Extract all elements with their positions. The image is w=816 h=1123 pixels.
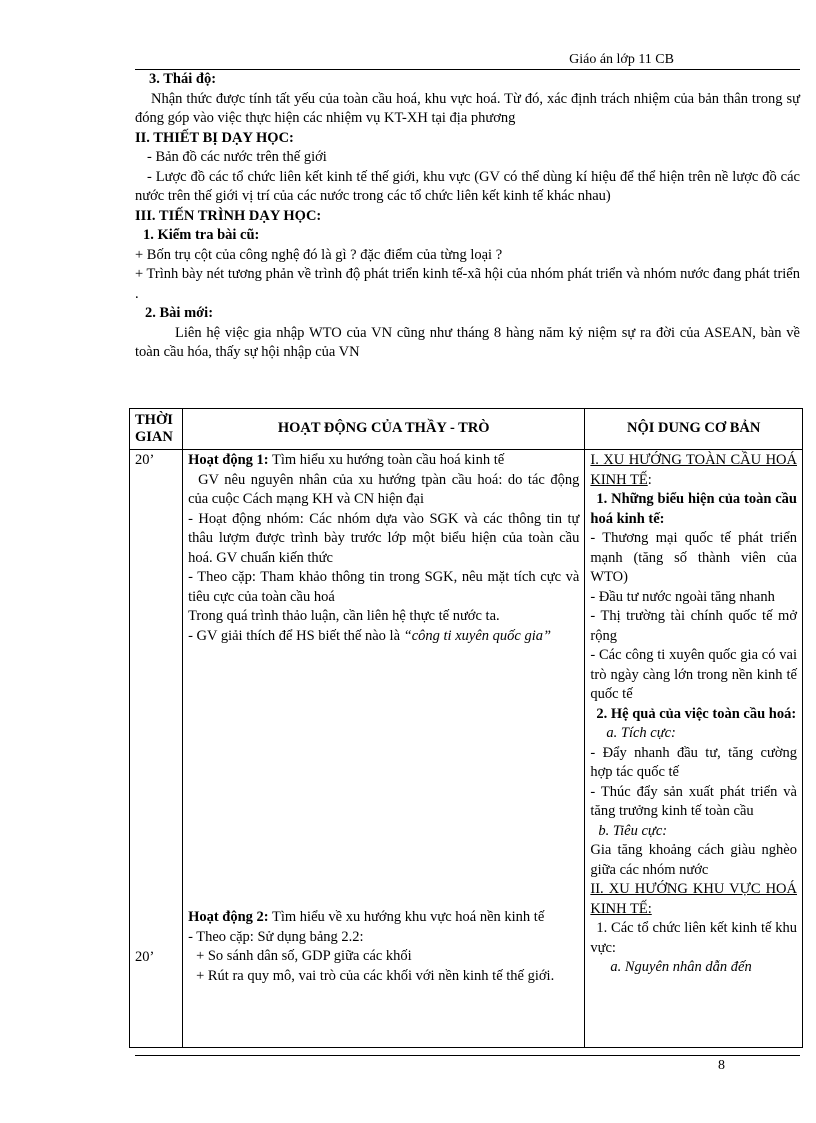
activity-text: - Theo cặp: Tham khảo thông tin trong SGK, nêu mặt tích cực và tiêu cực của toàn cầu hoá [188, 569, 580, 605]
equipment-item: - Lược đồ các tổ chức liên kết kinh tế thế giới, khu vực (GV có thể dùng kí hiệu để thể hiện trên nề lược đồ các nước trên thế giới vị trí của các nước trong các tổ chức liên kết kinh tế khác nhau) [135, 168, 800, 204]
content-subheading: 2. Hệ quả của việc toàn cầu hoá: [596, 705, 797, 722]
lesson-table [129, 408, 803, 1048]
content-cell [585, 450, 803, 1048]
attitude-heading: 3. Thái độ: [149, 71, 217, 87]
table-header-row [130, 409, 803, 450]
footer-rule [135, 1055, 800, 1056]
check-heading: 1. Kiểm tra bài cũ: [143, 227, 260, 243]
time-header-line: THỜI [135, 412, 173, 428]
activity-text: - Hoạt động nhóm: Các nhóm dựa vào SGK và các thông tin tự thâu lượm được trình bày trước lớp một biểu hiện của toàn cầu hoá. GV chuẩn kiến thức [188, 510, 580, 566]
table-row [130, 450, 803, 1048]
content-text: - Thương mại quốc tế phát triển mạnh (tăng số thành viên của WTO) [590, 530, 797, 585]
content-text: - Thị trường tài chính quốc tế mở rộng [590, 608, 797, 644]
activity-1-title: Hoạt động 1: [188, 452, 269, 468]
equipment-item: - Bản đồ các nước trên thế giới [147, 149, 327, 165]
activity-text [188, 627, 579, 647]
content-text: - Đẩy nhanh đầu tư, tăng cường hợp tác quốc tế [590, 744, 797, 780]
activity-text: + So sánh dân số, GDP giữa các khối [196, 948, 412, 964]
activity-2-title-rest: Tìm hiểu về xu hướng khu vực hoá nền kinh tế [268, 909, 545, 925]
content-section-1: I. XU HƯỚNG TOÀN CẦU HOÁ KINH TẾ [590, 452, 797, 488]
content-label: a. Tích cực: [606, 725, 676, 741]
content-section-1-colon: : [647, 471, 652, 488]
activity-text: Trong quá trình thảo luận, cần liên hệ thực tế nước ta. [188, 608, 500, 624]
content-text: Gia tăng khoảng cách giàu nghèo giữa các nhóm nước [590, 842, 797, 878]
activity-header: HOẠT ĐỘNG CỦA THẦY - TRÒ [183, 409, 585, 450]
check-item: + Bốn trụ cột của công nghệ đó là gì ? đặc điểm của từng loại ? [135, 246, 503, 263]
process-heading: III. TIẾN TRÌNH DẠY HỌC: [135, 207, 322, 224]
activity-term: “công ti xuyên quốc gia” [403, 627, 552, 644]
time-header-line: GIAN [135, 429, 173, 445]
page-header [135, 50, 800, 70]
content-text: 1. Các tổ chức liên kết kinh tế khu vực: [590, 920, 797, 956]
new-lesson-heading: 2. Bài mới: [145, 305, 214, 321]
activity-text: GV nêu nguyên nhân của xu hướng tpàn cầu hoá: do tác động của cuộc Cách mạng KH và CN hiện đại [188, 471, 580, 507]
document-body [135, 70, 800, 363]
activity-1-title-rest: Tìm hiểu xu hướng toàn cầu hoá kinh tế [268, 452, 505, 468]
time-value: 20’ [135, 452, 155, 468]
content-text: - Các công ti xuyên quốc gia có vai trò ngày càng lớn trong nền kinh tế quốc tế [590, 647, 797, 702]
activity-text: + Rút ra quy mô, vai trò của các khối với nền kinh tế thế giới. [196, 967, 555, 984]
attitude-text: Nhận thức được tính tất yếu của toàn cầu hoá, khu vực hoá. Từ đó, xác định trách nhiệm của bản thân trong sự đóng góp vào việc thực hiện các nhiệm vụ KT-XH tại địa phương [135, 90, 800, 126]
equipment-heading: II. THIẾT BỊ DẠY HỌC: [135, 129, 294, 146]
new-lesson-text: Liên hệ việc gia nhập WTO của VN cũng như tháng 8 hàng năm kỷ niệm sự ra đời của ASEAN, bàn về toàn cầu hóa, thấy sự hội nhập của VN [135, 324, 800, 360]
time-cell [130, 450, 183, 1048]
activity-text: - Theo cặp: Sử dụng bảng 2.2: [188, 928, 364, 945]
content-section-2: II. XU HƯỚNG KHU VỰC HOÁ KINH TẾ: [590, 881, 797, 917]
header-text: Giáo án lớp 11 CB [569, 52, 674, 67]
activity-text-part: - GV giải thích để HS biết thế nào là [188, 627, 404, 644]
check-item: + Trình bày nét tương phản về trình độ phát triển kinh tế-xã hội của nhóm phát triển và nhóm nước đang phát triển . [135, 266, 800, 302]
content-header: NỘI DUNG CƠ BẢN [585, 409, 803, 450]
content-text: - Đầu tư nước ngoài tăng nhanh [590, 588, 775, 605]
content-label: a. Nguyên nhân dẫn đến [610, 959, 752, 975]
content-label: b. Tiêu cực: [598, 822, 668, 839]
time-value: 20’ [135, 949, 155, 965]
activity-cell [183, 450, 585, 1048]
content-text: - Thúc đẩy sản xuất phát triển và tăng trưởng kinh tế toàn cầu [590, 783, 797, 819]
content-subheading: 1. Những biểu hiện của toàn cầu hoá kinh tế: [590, 491, 797, 527]
page-number: 8 [718, 1058, 725, 1073]
activity-2-title: Hoạt động 2: [188, 909, 269, 925]
time-header [130, 409, 183, 450]
